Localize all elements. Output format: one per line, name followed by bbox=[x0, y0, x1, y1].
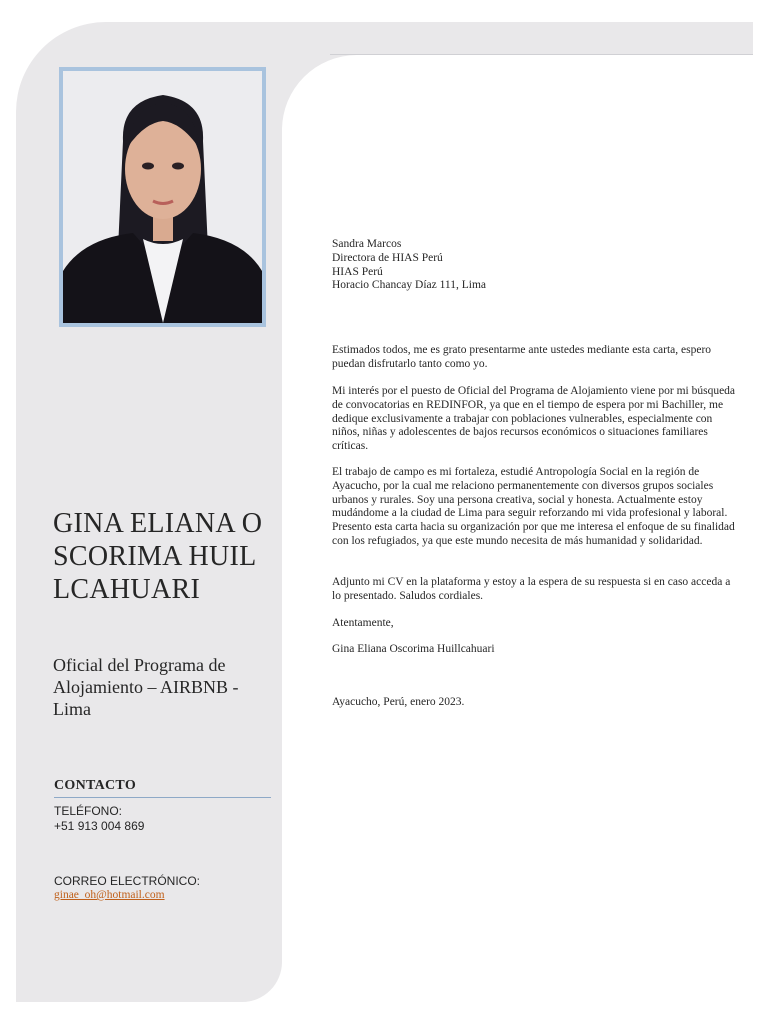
phone-label: TELÉFONO: bbox=[54, 804, 123, 818]
signature: Gina Eliana Oscorima Huillcahuari bbox=[332, 643, 495, 655]
candidate-name: GINA ELIANA OSCORIMA HUILLCAHUARI bbox=[53, 508, 263, 605]
header-divider bbox=[330, 54, 753, 55]
greeting-paragraph: Estimados todos, me es grato presentarme ante ustedes mediante esta carta, espero puedan disfrutarlo tanto como yo. bbox=[332, 344, 712, 370]
email-link[interactable]: ginae_oh@hotmail.com bbox=[54, 889, 165, 901]
letter-paragraph-2: El trabajo de campo es mi fortaleza, estudié Antropología Social en la región de Ayacucho, por la cual me relaciono permanentemente con diversos grupos sociales urbanos y rurales. Soy una persona creativa, social y honesta. Actualmente estoy mudándome a la ciudad de Lima para seguir reforzando mi vida profesional y laboral. Presento esta carta hacia su organización por que me interesa el enfoque de su finalidad con los refugiados, ya que este mundo necesita de más humanidad y solidaridad. bbox=[332, 466, 735, 547]
phone-value: +51 913 004 869 bbox=[54, 819, 145, 833]
contact-heading: CONTACTO bbox=[54, 778, 271, 798]
job-title: Oficial del Programa de Alojamiento – AIRBNB - Lima bbox=[53, 655, 239, 719]
letter-paragraph-3: Adjunto mi CV en la plataforma y estoy a la espera de su respuesta si en caso acceda a lo presentado. Saludos cordiales. bbox=[332, 576, 731, 602]
portrait-illustration bbox=[63, 71, 262, 323]
profile-photo bbox=[59, 67, 266, 327]
recipient-line: Sandra Marcos bbox=[332, 238, 402, 250]
recipient-line: Horacio Chancay Díaz 111, Lima bbox=[332, 279, 487, 292]
recipient-line: Directora de HIAS Perú bbox=[332, 251, 443, 264]
closing: Atentamente, bbox=[332, 617, 394, 629]
recipient-block bbox=[332, 238, 736, 293]
place-date: Ayacucho, Perú, enero 2023. bbox=[332, 696, 465, 708]
email-label: CORREO ELECTRÓNICO: bbox=[54, 874, 201, 888]
letter-paragraph-1: Mi interés por el puesto de Oficial del Programa de Alojamiento viene por mi búsqueda de convocatorias en REDINFOR, ya que en el tiempo de espera por mi Bachiller, me dedique exclusivamente a trabajar con poblaciones vulnerables, especialmente con niños, niñas y adolescentes de bajos recursos económicos o situaciones familiares críticas. bbox=[332, 385, 736, 453]
recipient-line: HIAS Perú bbox=[332, 265, 383, 278]
